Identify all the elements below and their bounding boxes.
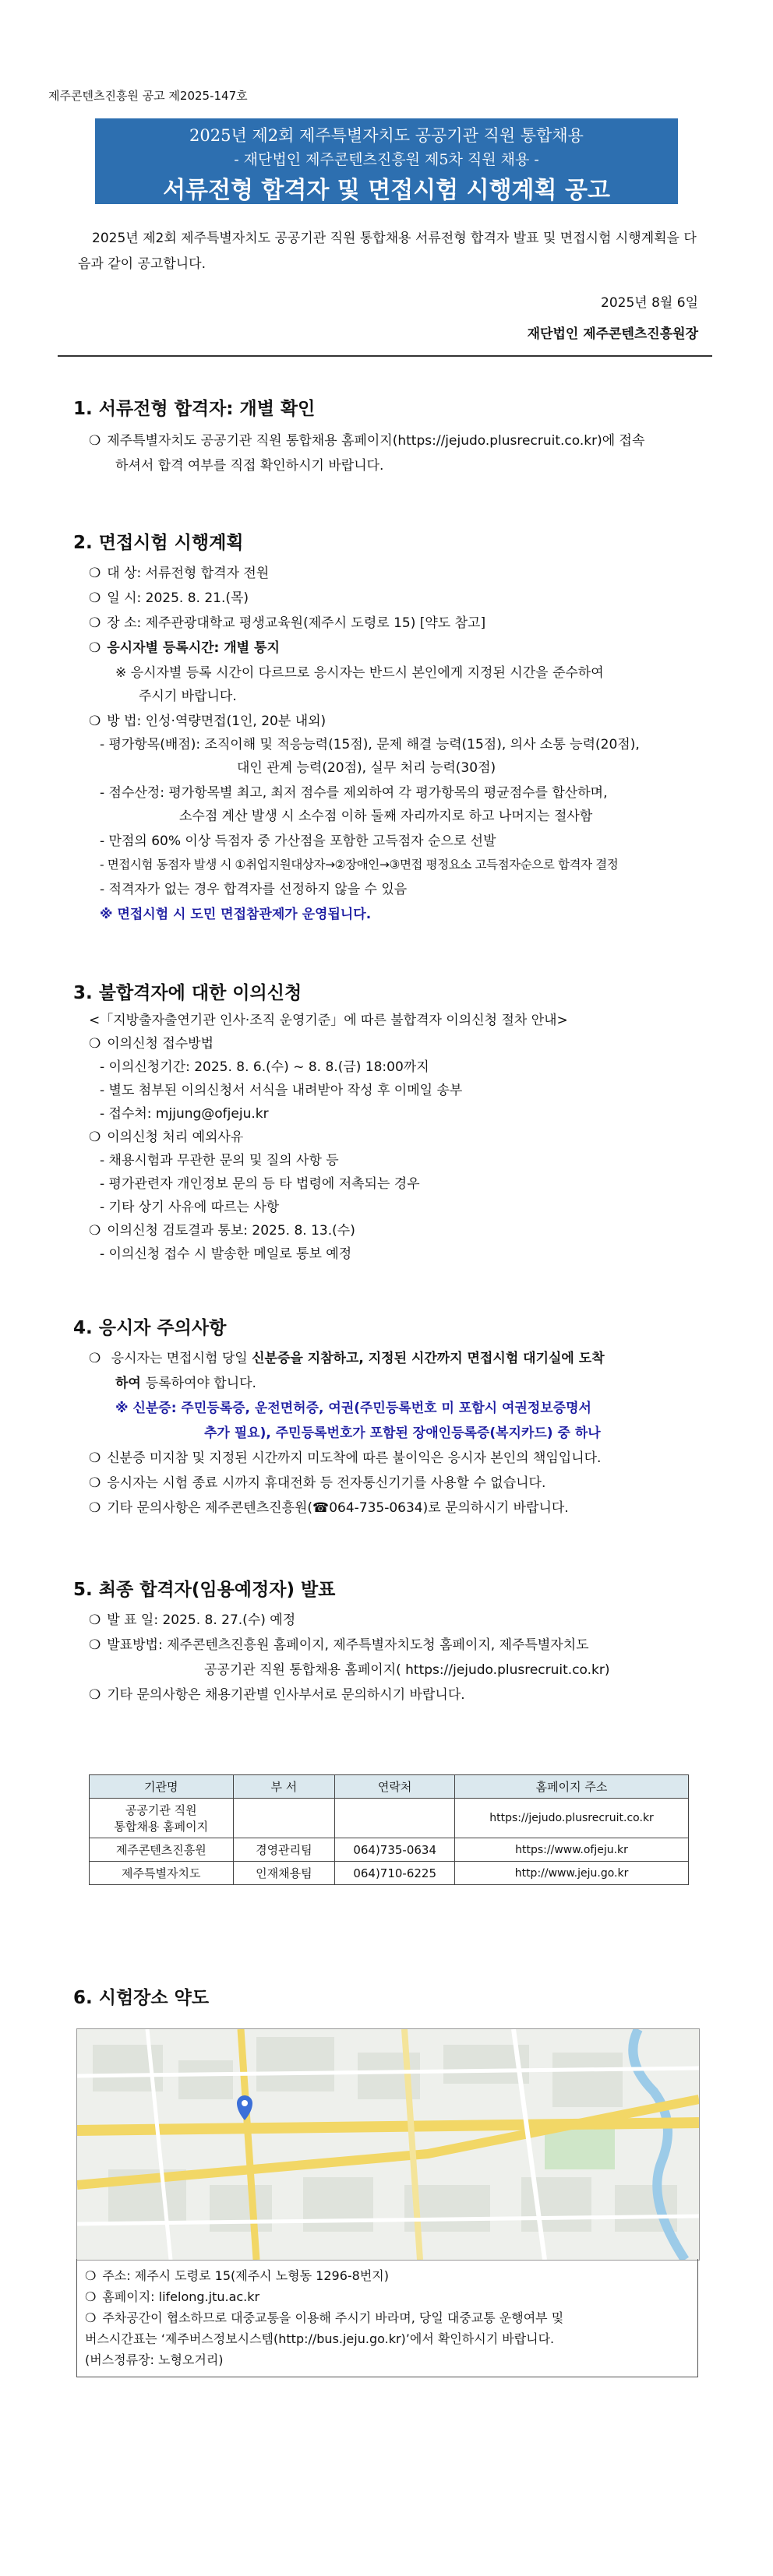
s3-period: - 이의신청기간: 2025. 8. 6.(수) ~ 8. 8.(금) 18:00까지 (100, 1059, 429, 1075)
s3-exc1: - 채용시험과 무관한 문의 및 질의 사항 등 (100, 1153, 339, 1168)
intro-text: 2025년 제2회 제주특별자치도 공공기관 직원 통합채용 서류전형 합격자 발표 및 면접시험 시행계획을 다음과 같이 공고합니다. (78, 231, 697, 272)
s3-email: - 접수처: mjjung@ofjeju.kr (100, 1106, 269, 1122)
s4-b1-text: 응시자는 면접시험 당일 (111, 1351, 252, 1366)
map-graphic (77, 2029, 699, 2260)
section4-title: 4. 응시자 주의사항 (73, 1318, 227, 1338)
s3-intro: <「지방출자출연기관 인사·조직 운영기준」에 따른 불합격자 이의신청 절차 안내> (89, 1013, 568, 1028)
s2-observer-note: ※ 면접시험 시 도민 면접참관제가 운영됩니다. (100, 907, 372, 922)
s2-method: ❍ 방 법: 인성·역량면접(1인, 20분 내외) (89, 710, 326, 733)
s2-note: ※ 응시자별 등록 시간이 다르므로 응시자는 반드시 본인에게 지정된 시간을 준수하여 (115, 665, 604, 681)
s3-exceptions: ❍ 이의신청 처리 예외사유 (89, 1126, 243, 1149)
table-cell[interactable]: http://www.jeju.go.kr (455, 1862, 689, 1885)
s3-method: ❍ 이의신청 접수방법 (89, 1033, 214, 1055)
s3-exc2: - 평가관련자 개인정보 문의 등 타 법령에 저촉되는 경우 (100, 1176, 420, 1192)
table-cell[interactable]: https://www.ofjeju.kr (455, 1838, 689, 1862)
s2-method-items: - 평가항목(배점): 조직이해 및 적응능력(15점), 문제 해결 능력(15점), 의사 소통 능력(20점), (100, 737, 640, 752)
s5-contact: ❍ 기타 문의사항은 채용기관별 인사부서로 문의하시기 바랍니다. (89, 1684, 465, 1707)
section5-title: 5. 최종 합격자(임용예정자) 발표 (73, 1580, 336, 1600)
title-banner (95, 118, 678, 204)
table-cell (335, 1799, 455, 1838)
contact-table (89, 1774, 689, 1885)
s2-method-items-cont: 대인 관계 능력(20점), 실무 처리 능력(30점) (237, 760, 496, 776)
table-cell: 경영관리팀 (233, 1838, 335, 1862)
s4-bullet1 (89, 1348, 704, 1370)
map-address: ❍ 주소: 제주시 도령로 15(제주시 노형동 1296-8번지) (85, 2265, 690, 2286)
issuing-org: 재단법인 제주콘텐츠진흥원장 (527, 326, 698, 342)
s2-selection: - 만점의 60% 이상 득점자 중 가산점을 포함한 고득점자 순으로 선발 (100, 833, 496, 849)
title-main: 서류전형 합격자 및 면접시험 시행계획 공고 (163, 177, 610, 204)
section1-title: 1. 서류전형 합격자: 개별 확인 (73, 399, 316, 419)
s4-bullet1-cont (115, 1373, 256, 1395)
col-dept: 부 서 (233, 1775, 335, 1799)
notice-date: 2025년 8월 6일 (601, 295, 698, 311)
table-row (90, 1838, 689, 1862)
s2-scoring-cont: 소수점 계산 발생 시 소수점 이하 둘째 자리까지로 하고 나머지는 절사함 (179, 809, 593, 824)
s2-no-candidate: - 적격자가 없는 경우 합격자를 선정하지 않을 수 있음 (100, 882, 408, 897)
s2-date: ❍ 일 시: 2025. 8. 21.(목) (89, 587, 249, 610)
s4-id-note: ※ 신분증: 주민등록증, 운전면허증, 여권(주민등록번호 미 포함시 여권정보증명서 (115, 1401, 591, 1416)
section3-title: 3. 불합격자에 대한 이의신청 (73, 983, 302, 1003)
map-transit-note-cont: 버스시간표는 ‘제주버스정보시스템(http://bus.jeju.go.kr)’에서 확인하시기 바랍니다. (85, 2331, 555, 2346)
s3-exc3: - 기타 상기 사유에 따르는 사항 (100, 1200, 280, 1215)
section2-title: 2. 면접시험 시행계획 (73, 533, 244, 553)
s4-b1-text2: 등록하여야 합니다. (145, 1376, 256, 1391)
s4-bullet2: ❍ 신분증 미지참 및 지정된 시간까지 미도착에 따른 불이익은 응시자 본인의 책임입니다. (89, 1447, 601, 1470)
col-phone: 연락처 (335, 1775, 455, 1799)
s2-regtime: ❍ 응시자별 등록시간: 개별 통지 (89, 637, 280, 660)
map-transit-note: ❍ 주차공간이 협소하므로 대중교통을 이용해 주시기 바라며, 당일 대중교통 운행여부 및 (85, 2307, 690, 2328)
table-cell: 제주콘텐츠진흥원 (90, 1838, 234, 1862)
s3-form: - 별도 첨부된 이의신청서 서식을 내려받아 작성 후 이메일 송부 (100, 1083, 463, 1098)
col-org: 기관명 (90, 1775, 234, 1799)
table-cell: 제주특별자치도 (90, 1862, 234, 1885)
map-info-box (76, 2259, 698, 2377)
s1-bullet: ❍ 제주특별자치도 공공기관 직원 통합채용 홈페이지(https://jejudo.plusrecruit.co.kr)에 접속 (89, 430, 644, 453)
table-cell: 064)710-6225 (335, 1862, 455, 1885)
s2-tiebreak: - 면접시험 동점자 발생 시 ①취업지원대상자→②장애인→③면접 평정요소 고득점자순으로 합격자 결정 (100, 858, 619, 872)
s4-b1-bold2: 하여 (115, 1376, 146, 1391)
s1-bullet-cont: 하셔서 합격 여부를 직접 확인하시기 바랍니다. (115, 458, 384, 474)
s5-date: ❍ 발 표 일: 2025. 8. 27.(수) 예정 (89, 1609, 295, 1632)
table-row (90, 1862, 689, 1885)
s3-result-note: - 이의신청 접수 시 발송한 메일로 통보 예정 (100, 1246, 352, 1262)
title-line2: - 재단법인 제주콘텐츠진흥원 제5차 직원 채용 - (234, 151, 539, 168)
table-header-row (90, 1775, 689, 1799)
table-cell[interactable]: https://jejudo.plusrecruit.co.kr (455, 1799, 689, 1838)
s5-method: ❍ 발표방법: 제주콘텐츠진흥원 홈페이지, 제주특별자치도청 홈페이지, 제주특별자치도 (89, 1634, 589, 1657)
notice-number: 제주콘텐츠진흥원 공고 제2025-147호 (48, 89, 248, 103)
table-cell: 064)735-0634 (335, 1838, 455, 1862)
map-homepage: ❍ 홈페이지: lifelong.jtu.ac.kr (85, 2286, 690, 2307)
col-homepage: 홈페이지 주소 (455, 1775, 689, 1799)
s2-scoring: - 점수산정: 평가항목별 최고, 최저 점수를 제외하여 각 평가항목의 평균점수를 합산하며, (100, 785, 608, 801)
s3-result: ❍ 이의신청 검토결과 통보: 2025. 8. 13.(수) (89, 1220, 355, 1242)
s2-note-cont: 주시기 바랍니다. (139, 689, 237, 704)
s4-bullet4: ❍ 기타 문의사항은 제주콘텐츠진흥원(☎064-735-0634)로 문의하시기 바랍니다. (89, 1497, 569, 1520)
s4-bullet3: ❍ 응시자는 시험 종료 시까지 휴대전화 등 전자통신기기를 사용할 수 없습니다. (89, 1472, 545, 1495)
table-cell: 인재채용팀 (233, 1862, 335, 1885)
title-line1: 2025년 제2회 제주특별자치도 공공기관 직원 통합채용 (189, 126, 584, 145)
s2-place: ❍ 장 소: 제주관광대학교 평생교육원(제주시 도령로 15) [약도 참고] (89, 612, 485, 635)
section6-title: 6. 시험장소 약도 (73, 1988, 210, 2008)
map-bus-stop: (버스정류장: 노형오거리) (85, 2352, 224, 2367)
s4-b1-bold: 신분증을 지참하고, 지정된 시간까지 면접시험 대기실에 도착 (252, 1351, 605, 1366)
location-map (76, 2028, 700, 2261)
table-cell: 공공기관 직원 통합채용 홈페이지 (90, 1799, 234, 1838)
s2-target: ❍ 대 상: 서류전형 합격자 전원 (89, 562, 269, 585)
table-cell (233, 1799, 335, 1838)
s5-method-cont: 공공기관 직원 통합채용 홈페이지( https://jejudo.plusrecruit.co.kr) (204, 1662, 610, 1678)
s4-id-note-cont: 추가 필요), 주민등록번호가 포함된 장애인등록증(복지카드) 중 하나 (204, 1425, 601, 1441)
divider (58, 355, 712, 357)
table-row (90, 1799, 689, 1838)
